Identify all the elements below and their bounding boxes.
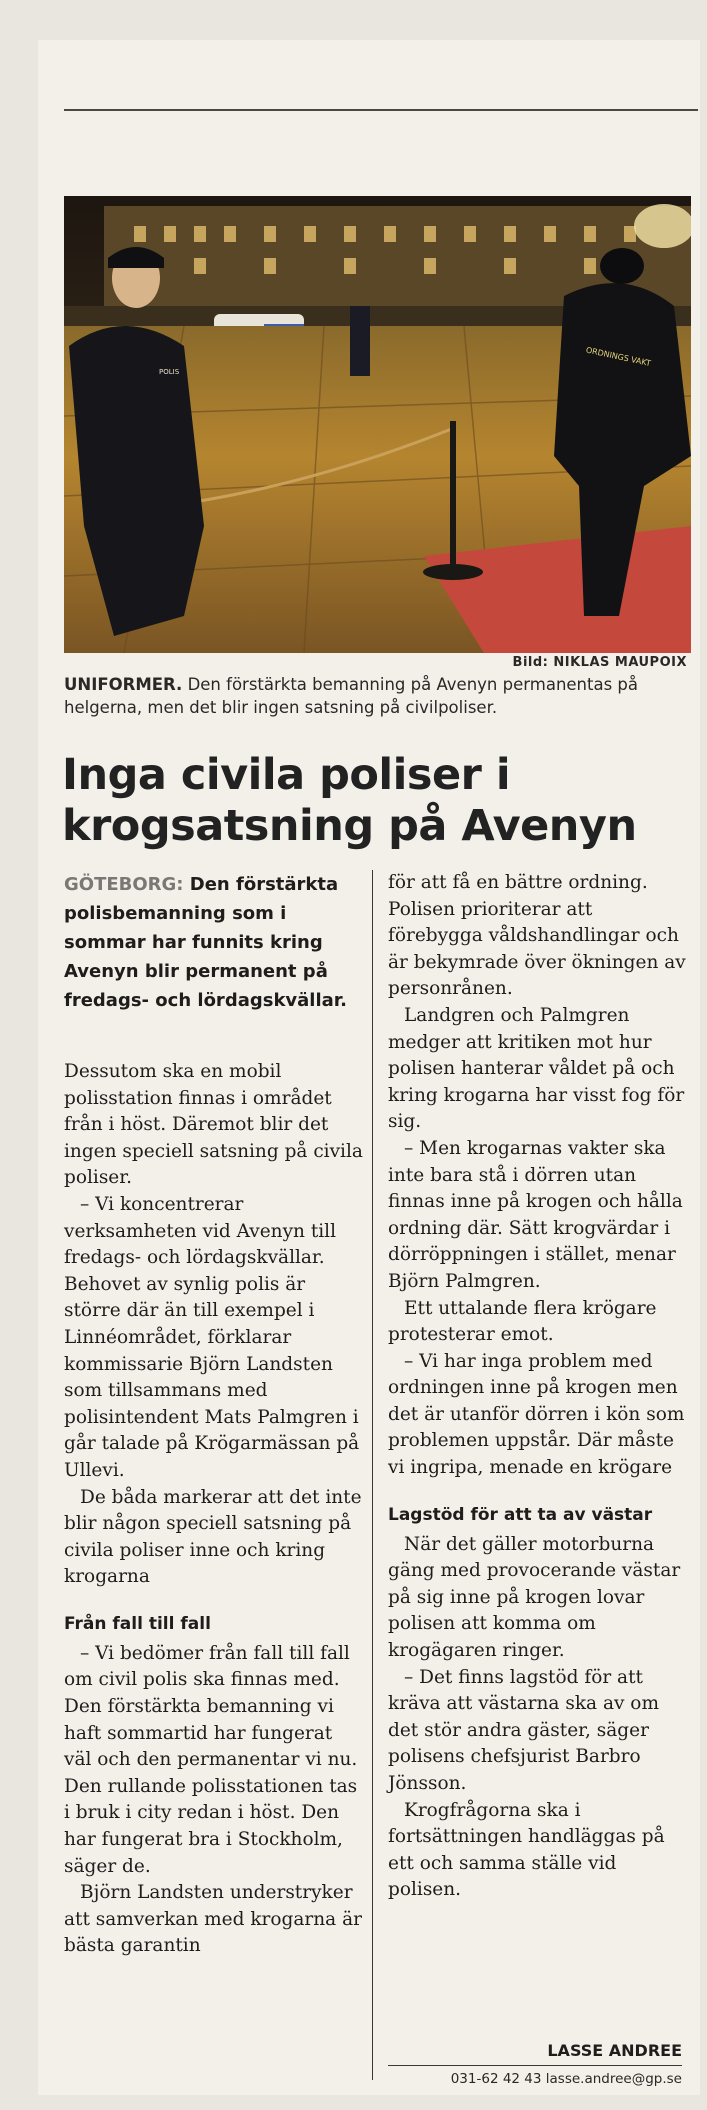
body-paragraph: De båda markerar att det inte blir någon speciell satsning på civila poliser inne och kring krogarna	[64, 1486, 362, 1588]
top-rule	[64, 109, 698, 111]
body-paragraph: När det gäller motorburna gäng med provocerande västar på sig inne på krogen lovar polisen att komma om krogägaren ringer.	[388, 1533, 681, 1662]
body-paragraph: Dessutom ska en mobil polisstation finnas i området från i höst. Däremot blir det ingen speciell satsning på civila poliser.	[64, 1061, 363, 1189]
subhead-left: Från fall till fall	[64, 1613, 211, 1634]
vest-text: ORDNINGS VAKT	[585, 345, 652, 369]
caption-lead: UNIFORMER.	[64, 675, 183, 694]
body-paragraph: för att få en bättre ordning. Polisen prioriterar att förebygga våldshandlingar och är bekymrade över ökningen av personrånen.	[388, 872, 686, 1000]
right-column	[388, 870, 688, 1904]
subhead-right: Lagstöd för att ta av västar	[388, 1504, 653, 1525]
news-photo	[64, 196, 691, 653]
body-paragraph: – Men krogarnas vakter ska inte bara stå i dörren utan finnas inne på krogen och hålla ordning där. Sätt krogvärdar i dörröppningen i stället, menar Björn Palmgren.	[388, 1137, 683, 1292]
body-paragraph: – Vi koncentrerar verksamheten vid Avenyn till fredags- och lördagskvällar. Behovet av synlig polis är större där än till exempel i Linnéområdet, förklarar kommissarie Björn Landsten som tillsammans med polisintendent Mats Palmgren i går talade på Krögarmässan på Ullevi.	[64, 1193, 360, 1481]
photo-credit: Bild: NIKLAS MAUPOIX	[512, 655, 687, 670]
badge-left: POLIS	[159, 368, 180, 376]
lede-text: Den förstärkta polisbemanning som i sommar har funnits kring Avenyn blir permanent på fredags- och lördagskvällar.	[64, 874, 347, 1011]
left-column	[64, 870, 364, 1960]
body-paragraph: Landgren och Palmgren medger att kritiken mot hur polisen hanterar våldet på och kring krogarna har visst fog för sig.	[388, 1004, 685, 1133]
body-paragraph: – Vi har inga problem med ordningen inne på krogen men det är utanför dörren i kön som problemen uppstår. Där måste vi ingripa, menade en krögare	[388, 1350, 685, 1479]
byline	[388, 2041, 682, 2089]
byline-name: LASSE ANDREE	[388, 2041, 682, 2066]
column-divider	[372, 870, 373, 2080]
body-paragraph: Krogfrågorna ska i fortsättningen handläggas på ett och samma ställe vid polisen.	[388, 1799, 665, 1901]
caption-text: Den förstärkta bemanning på Avenyn permanentas på helgerna, men det blir ingen satsning på civilpoliser.	[64, 675, 639, 717]
body-paragraph: – Vi bedömer från fall till fall om civil polis ska finnas med. Den förstärkta bemanning vi haft sommartid har fungerat väl och den permanentar vi nu. Den rullande polisstationen tas i bruk i city redan i höst. Den har fungerat bra i Stockholm, säger de.	[64, 1642, 358, 1877]
photo-illustration	[64, 196, 691, 653]
body-paragraph: Ett uttalande flera krögare protesterar emot.	[388, 1297, 657, 1346]
photo-caption	[64, 673, 694, 719]
byline-contact: 031-62 42 43 lasse.andree@gp.se	[450, 2071, 682, 2087]
dateline: GÖTEBORG:	[64, 874, 190, 895]
body-paragraph: Björn Landsten understryker att samverkan med krogarna är bästa garantin	[64, 1882, 362, 1957]
lede	[64, 870, 364, 1015]
headline: Inga civila poliser i krogsatsning på Avenyn	[62, 750, 637, 851]
body-paragraph: – Det finns lagstöd för att kräva att västarna ska av om det stör andra gäster, säger polisens chefsjurist Barbro Jönsson.	[388, 1666, 659, 1794]
